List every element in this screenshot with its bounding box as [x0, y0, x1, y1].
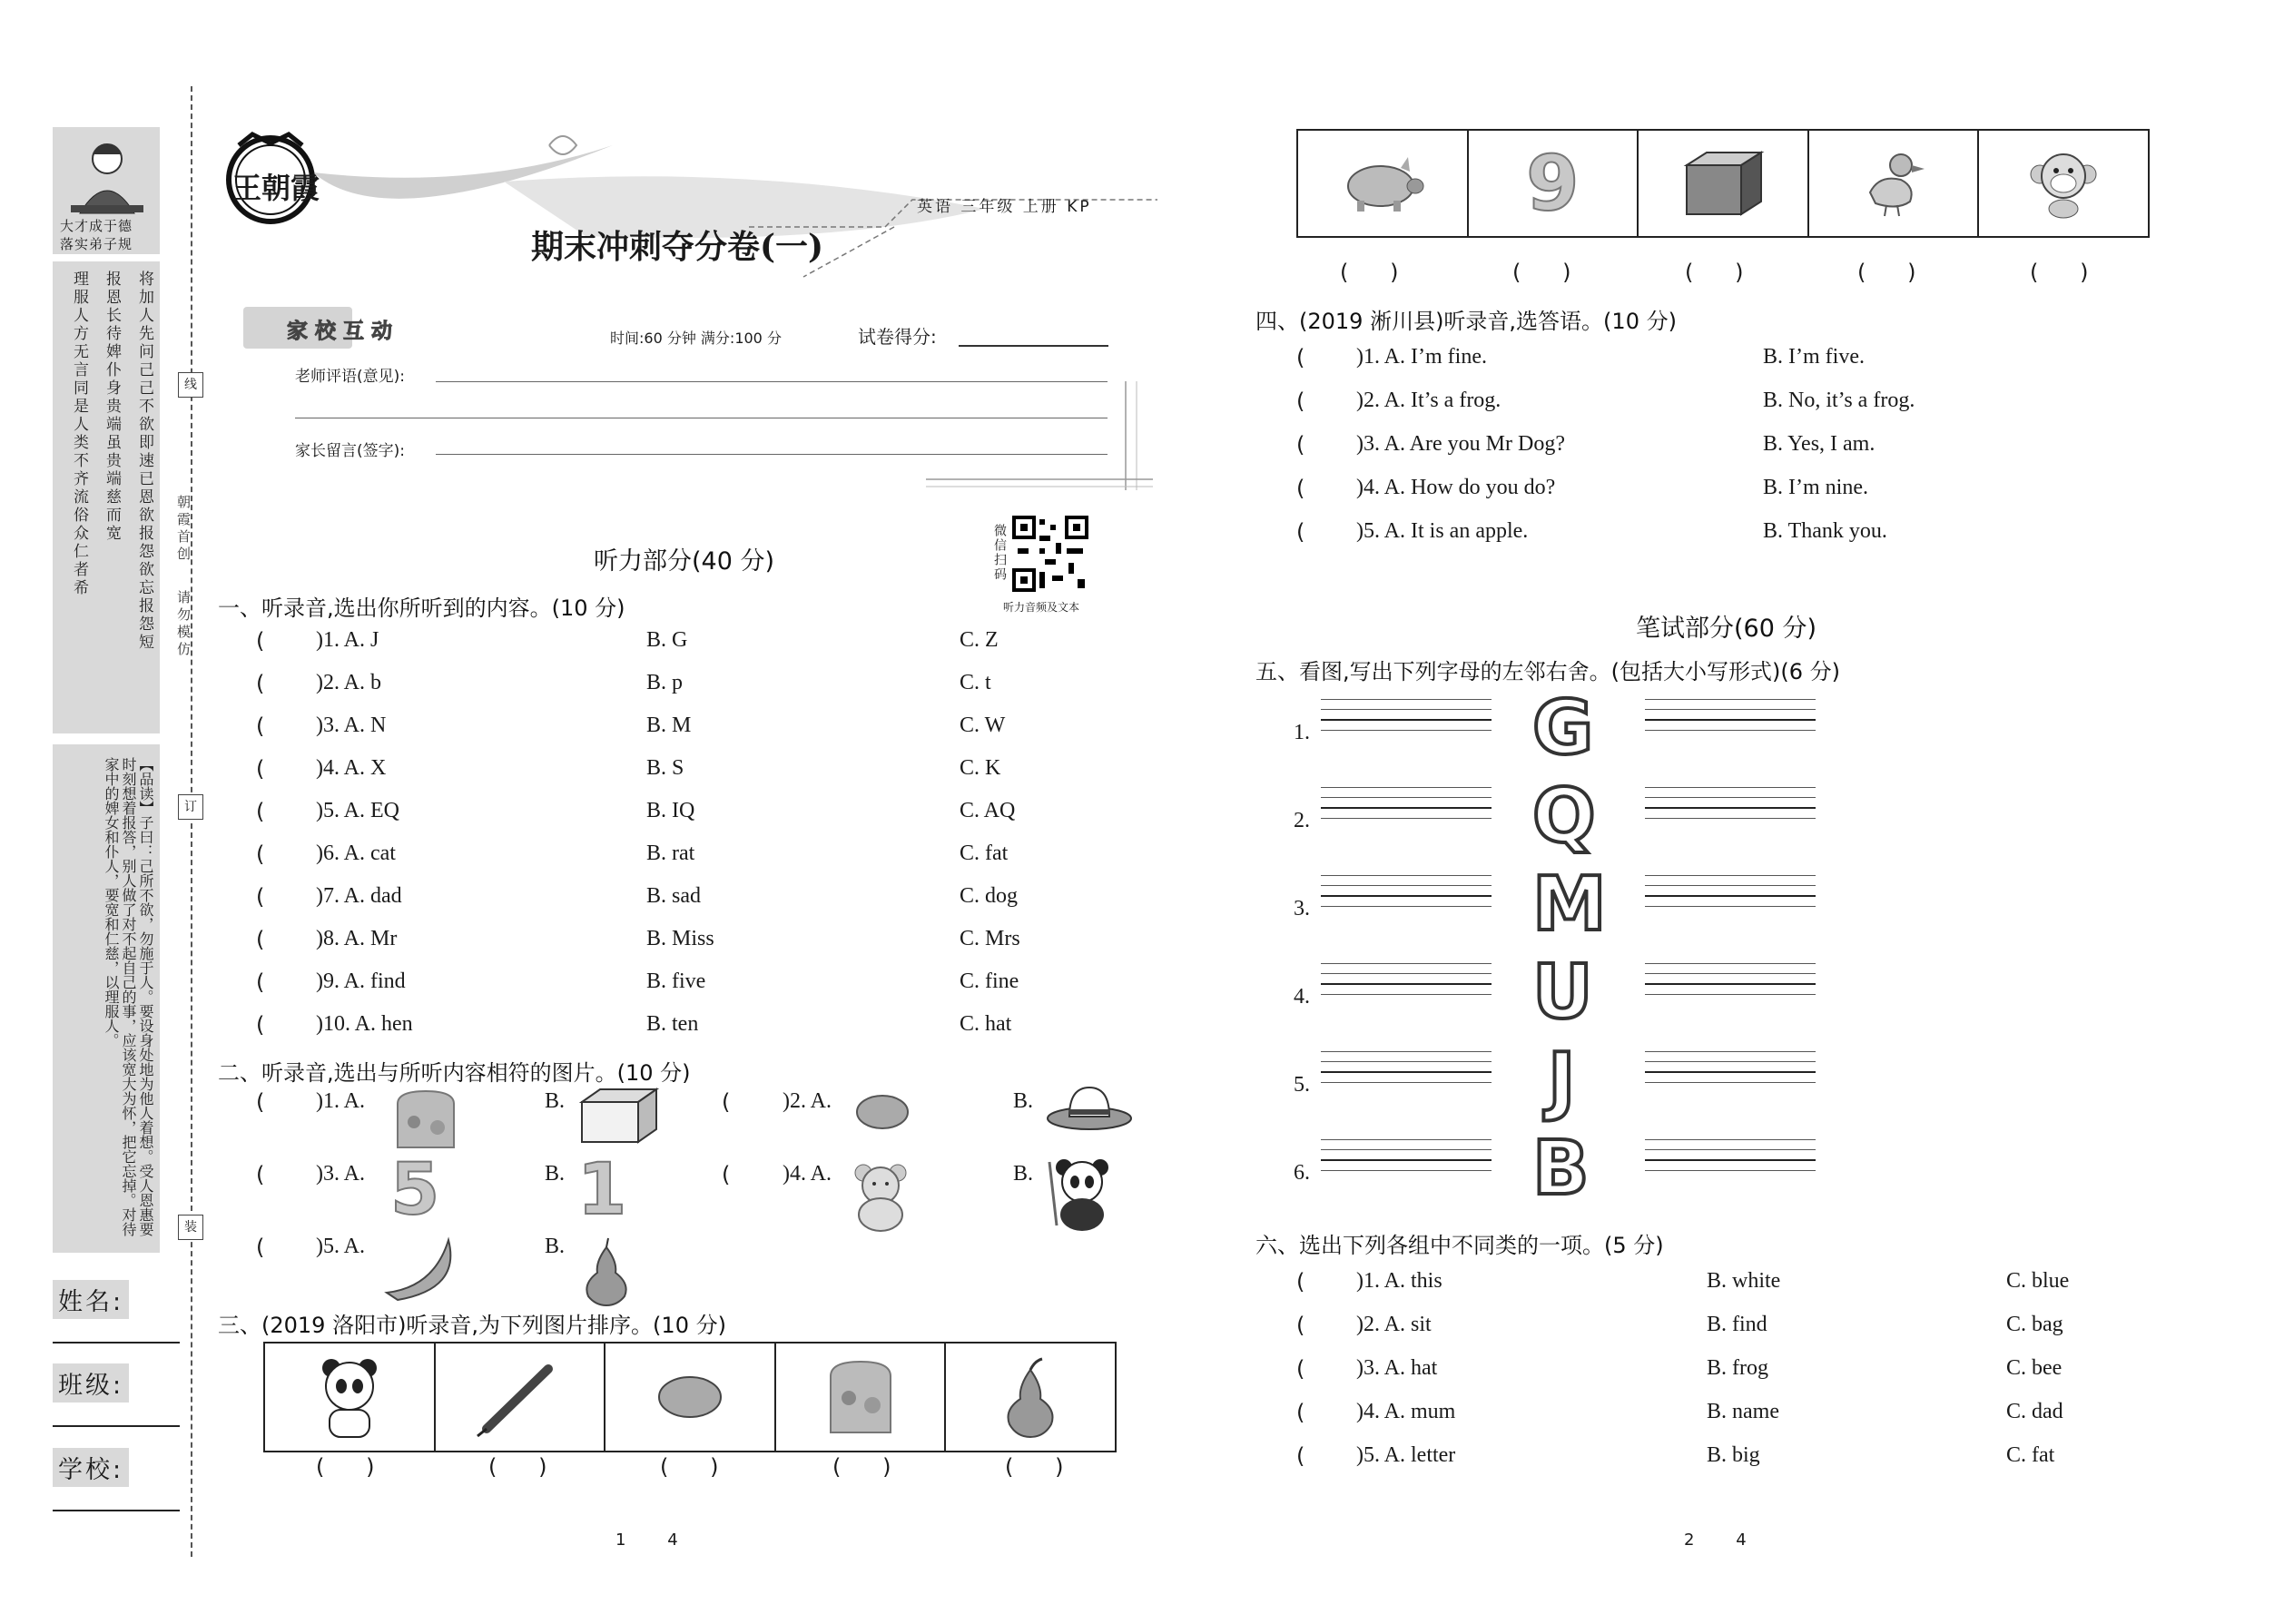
page-number-right: 2 4 — [1684, 1530, 1747, 1550]
option-a: )8. A. Mr — [316, 927, 398, 950]
section-3-title: 三、(2019 洛阳市)听录音,为下列图片排序。(10 分) — [218, 1313, 726, 1338]
option-b: B. S — [646, 756, 684, 780]
option-b: B. five — [646, 969, 706, 993]
answer-paren[interactable]: ( — [256, 799, 265, 824]
option-b: B. white — [1707, 1269, 1781, 1293]
reading-box — [53, 744, 160, 1253]
option-c: C. bee — [2006, 1356, 2063, 1380]
box-icon — [1681, 147, 1765, 220]
logo-text: 王朝霞 — [232, 171, 320, 205]
answer-paren[interactable]: ( — [1296, 345, 1305, 370]
poem-col-2: 报恩长待婢仆身贵端虽贵端慈而宽 — [103, 271, 121, 543]
motto-box — [53, 127, 160, 254]
answer-paren[interactable]: ( — [1296, 519, 1305, 545]
answer-paren[interactable]: ( — [1296, 1443, 1305, 1469]
duck-icon — [1861, 147, 1926, 220]
option-a: )4. A. How do you do? — [1356, 476, 1556, 499]
s2-q2-paren[interactable]: ( — [722, 1089, 731, 1115]
s3-answer-3[interactable]: ( ) — [660, 1454, 719, 1480]
s2-q5-b-label: B. — [545, 1235, 566, 1258]
cut-mark-bind: 订 — [178, 794, 203, 820]
writing-lines-right[interactable] — [1645, 1139, 1816, 1180]
option-b: B. p — [646, 671, 684, 694]
panda-icon — [1044, 1153, 1124, 1235]
s2-q3-paren[interactable]: ( — [256, 1162, 265, 1187]
egg-icon — [853, 1093, 911, 1131]
answer-paren[interactable]: ( — [1296, 476, 1305, 501]
reading-text: 【品读】子曰：己所不欲，勿施于人。要设身处地为他人着想。受人恩惠要时刻想着报答，别人做了对不起自己的事，应该宽大为怀，把它忘掉。对待家中的婢女和仆人，要宽和仁慈，以理服人。 — [103, 757, 154, 1236]
top-answer-2[interactable]: ( ) — [1512, 260, 1571, 285]
top-picture-row — [1296, 129, 2150, 238]
s3-cell-panda — [265, 1343, 436, 1451]
writing-heading: 笔试部分(60 分) — [1636, 615, 1817, 643]
number-nine-icon: 9 — [1526, 139, 1580, 228]
option-c: C. Mrs — [960, 927, 1020, 950]
option-b: B. I’m five. — [1763, 345, 1865, 369]
option-b: B. Miss — [646, 927, 714, 950]
s3-cell-bag — [776, 1343, 947, 1451]
option-a: )7. A. dad — [316, 884, 402, 908]
option-b: B. big — [1707, 1443, 1760, 1467]
answer-paren[interactable]: ( — [256, 628, 265, 654]
teddy-bear-icon — [849, 1160, 912, 1233]
listening-heading: 听力部分(40 分) — [594, 547, 775, 576]
option-c: C. AQ — [960, 799, 1016, 822]
answer-paren[interactable]: ( — [256, 1012, 265, 1038]
answer-paren[interactable]: ( — [1296, 1269, 1305, 1294]
poem-col-3: 理服人方无言同是人类不齐流俗众仁者希 — [70, 271, 88, 597]
option-c: C. fine — [960, 969, 1019, 993]
answer-paren[interactable]: ( — [256, 756, 265, 782]
section-5-title: 五、看图,写出下列字母的左邻右舍。(包括大小写形式)(6 分) — [1255, 659, 1840, 684]
top-cell-monkey — [1979, 131, 2148, 236]
s2-q1-paren[interactable]: ( — [256, 1089, 265, 1115]
writing-lines-left[interactable] — [1321, 699, 1492, 740]
top-cell-duck — [1809, 131, 1980, 236]
panda-icon — [313, 1352, 386, 1442]
option-b: B. ten — [646, 1012, 699, 1036]
option-a: )2. A. sit — [1356, 1313, 1432, 1336]
option-c: C. fat — [960, 842, 1009, 865]
qr-label: 微信扫码 — [992, 524, 1007, 582]
cut-warning-1: 朝霞首创 — [175, 495, 192, 564]
option-b: B. No, it’s a frog. — [1763, 389, 1915, 412]
answer-paren[interactable]: ( — [256, 842, 265, 867]
option-b: B. Yes, I am. — [1763, 432, 1876, 456]
answer-paren[interactable]: ( — [256, 671, 265, 696]
s2-q3-label: )3. A. — [316, 1162, 365, 1186]
letter-u-outline: U — [1532, 950, 1593, 1036]
answer-paren[interactable]: ( — [1296, 1400, 1305, 1425]
s2-q1-b-label: B. — [545, 1089, 566, 1113]
option-c: C. hat — [960, 1012, 1012, 1036]
option-a: )2. A. b — [316, 671, 381, 694]
section-2-title: 二、听录音,选出与所听内容相符的图片。(10 分) — [218, 1060, 691, 1086]
row-number: 6. — [1294, 1161, 1310, 1185]
s2-q4-paren[interactable]: ( — [722, 1162, 731, 1187]
option-b: B. Thank you. — [1763, 519, 1887, 543]
option-c: C. fat — [2006, 1443, 2055, 1467]
poem-col-1: 将加人先问己己不欲即速已恩欲报怨欲忘报怨短 — [135, 271, 153, 652]
option-b: B. sad — [646, 884, 701, 908]
s2-q5-paren[interactable]: ( — [256, 1235, 265, 1260]
pen-icon — [474, 1356, 565, 1438]
option-a: )3. A. hat — [1356, 1356, 1438, 1380]
s3-cell-egg — [605, 1343, 776, 1451]
option-a: )4. A. X — [316, 756, 387, 780]
writing-lines-left[interactable] — [1321, 875, 1492, 916]
writing-lines-right[interactable] — [1645, 1051, 1816, 1092]
letter-q-outline: Q — [1532, 773, 1596, 860]
letter-j-outline: J — [1548, 1038, 1576, 1124]
answer-paren[interactable]: ( — [1296, 389, 1305, 414]
option-c: C. dog — [960, 884, 1019, 908]
banana-icon — [379, 1235, 459, 1302]
hat-icon — [1044, 1080, 1135, 1135]
score-line[interactable] — [959, 345, 1108, 347]
option-a: )10. A. hen — [316, 1012, 413, 1036]
answer-paren[interactable]: ( — [256, 969, 265, 995]
cut-mark-install: 装 — [178, 1215, 203, 1240]
s3-answer-5[interactable]: ( ) — [1005, 1454, 1064, 1480]
s2-q1-label: )1. A. — [316, 1089, 365, 1113]
option-a: )4. A. mum — [1356, 1400, 1456, 1423]
writing-lines-left[interactable] — [1321, 1051, 1492, 1092]
answer-paren[interactable]: ( — [256, 884, 265, 910]
number-one-icon: 1 — [577, 1149, 627, 1231]
family-school-text: 家 校 互 动 — [287, 320, 393, 343]
option-a: )2. A. It’s a frog. — [1356, 389, 1501, 412]
row-number: 1. — [1294, 721, 1310, 744]
top-answer-1[interactable]: ( ) — [1340, 260, 1399, 285]
s2-q4-b-label: B. — [1013, 1162, 1034, 1186]
class-field[interactable] — [53, 1363, 180, 1427]
motto-line-1: 大才成于德 — [60, 218, 133, 234]
option-a: )3. A. N — [316, 714, 387, 737]
scholar-illustration — [53, 127, 160, 218]
section-3-picture-row — [263, 1342, 1117, 1452]
cut-warning-2: 请勿模仿 — [175, 590, 192, 659]
letter-g-outline: G — [1532, 685, 1594, 772]
s3-answer-1[interactable]: ( ) — [316, 1454, 375, 1480]
sidebar — [53, 127, 162, 1280]
class-label: 班级: — [53, 1363, 129, 1403]
option-a: )9. A. find — [316, 969, 406, 993]
name-field[interactable] — [53, 1280, 180, 1343]
option-a: )3. A. Are you Mr Dog? — [1356, 432, 1565, 456]
section-4-title: 四、(2019 淅川县)听录音,选答语。(10 分) — [1255, 309, 1677, 334]
option-a: )6. A. cat — [316, 842, 396, 865]
letter-m-outline: M — [1532, 861, 1607, 948]
writing-lines-left[interactable] — [1321, 1139, 1492, 1180]
option-b: B. frog — [1707, 1356, 1768, 1380]
option-a: )5. A. letter — [1356, 1443, 1456, 1467]
top-answer-3[interactable]: ( ) — [1685, 260, 1744, 285]
option-c: C. blue — [2006, 1269, 2070, 1293]
answer-paren[interactable]: ( — [256, 927, 265, 952]
score-label: 试卷得分: — [858, 326, 937, 348]
row-number: 3. — [1294, 897, 1310, 920]
top-cell-nine — [1469, 131, 1639, 236]
monkey-icon — [2027, 147, 2100, 220]
answer-paren[interactable]: ( — [1296, 1356, 1305, 1382]
egg-icon — [654, 1370, 726, 1424]
cut-mark-line: 线 — [178, 372, 203, 398]
option-a: )5. A. EQ — [316, 799, 399, 822]
qr-code[interactable] — [1012, 516, 1088, 592]
poem-box — [53, 261, 160, 733]
s3-cell-pen — [436, 1343, 606, 1451]
school-field[interactable] — [53, 1448, 180, 1511]
option-c: C. K — [960, 756, 1001, 780]
answer-paren[interactable]: ( — [1296, 432, 1305, 458]
option-c: C. Z — [960, 628, 999, 652]
option-b: B. IQ — [646, 799, 695, 822]
s2-q5-label: )5. A. — [316, 1235, 365, 1258]
writing-lines-right[interactable] — [1645, 963, 1816, 1004]
option-a: )5. A. It is an apple. — [1356, 519, 1529, 543]
s3-answer-2[interactable]: ( ) — [488, 1454, 547, 1480]
row-number: 2. — [1294, 809, 1310, 832]
time-score: 时间:60 分钟 满分:100 分 — [610, 330, 782, 347]
page-title: 期末冲刺夺分卷(一) — [531, 228, 824, 266]
schoolbag-icon — [390, 1088, 461, 1153]
number-five-icon: 5 — [390, 1149, 440, 1231]
page-number-left: 1 4 — [615, 1530, 678, 1550]
top-answer-5[interactable]: ( ) — [2030, 260, 2089, 285]
teacher-comment-label: 老师评语(意见): — [295, 368, 405, 386]
frame-lines — [908, 381, 1162, 499]
cut-line — [191, 86, 192, 1557]
s2-q2-b-label: B. — [1013, 1089, 1034, 1113]
writing-lines-left[interactable] — [1321, 787, 1492, 828]
s2-q4-label: )4. A. — [783, 1162, 832, 1186]
s2-q3-b-label: B. — [545, 1162, 566, 1186]
writing-lines-left[interactable] — [1321, 963, 1492, 1004]
answer-paren[interactable]: ( — [256, 714, 265, 739]
row-number: 4. — [1294, 985, 1310, 1009]
option-a: )1. A. J — [316, 628, 379, 652]
letter-b-outline: B — [1532, 1126, 1590, 1212]
qr-caption: 听力音频及文本 — [1003, 601, 1080, 614]
option-b: B. I’m nine. — [1763, 476, 1868, 499]
top-cell-pig — [1298, 131, 1469, 236]
top-answer-4[interactable]: ( ) — [1857, 260, 1916, 285]
option-b: B. name — [1707, 1400, 1779, 1423]
s3-answer-4[interactable]: ( ) — [832, 1454, 891, 1480]
section-1-title: 一、听录音,选出你所听到的内容。(10 分) — [218, 595, 625, 621]
parent-comment-label: 家长留言(签字): — [295, 442, 405, 460]
option-a: )1. A. this — [1356, 1269, 1442, 1293]
pear-icon — [999, 1353, 1062, 1441]
option-b: B. G — [646, 628, 688, 652]
writing-lines-right[interactable] — [1645, 875, 1816, 916]
option-b: B. rat — [646, 842, 695, 865]
writing-lines-right[interactable] — [1645, 699, 1816, 740]
pig-icon — [1337, 152, 1428, 215]
option-c: C. W — [960, 714, 1006, 737]
option-a: )1. A. I’m fine. — [1356, 345, 1487, 369]
writing-lines-right[interactable] — [1645, 787, 1816, 828]
top-cell-box — [1639, 131, 1809, 236]
option-b: B. find — [1707, 1313, 1767, 1336]
section-6-title: 六、选出下列各组中不同类的一项。(5 分) — [1255, 1233, 1664, 1258]
option-b: B. M — [646, 714, 692, 737]
name-label: 姓名: — [53, 1280, 129, 1319]
row-number: 5. — [1294, 1073, 1310, 1097]
box-icon — [576, 1084, 660, 1147]
subject-line: 英语 三年级 上册 KP — [917, 198, 1092, 216]
motto-line-2: 落实弟子规 — [60, 236, 133, 252]
pear-icon — [577, 1235, 635, 1307]
option-c: C. bag — [2006, 1313, 2063, 1336]
option-c: C. dad — [2006, 1400, 2063, 1423]
answer-paren[interactable]: ( — [1296, 1313, 1305, 1338]
s3-cell-pear — [946, 1343, 1115, 1451]
school-label: 学校: — [53, 1448, 129, 1487]
s2-q2-label: )2. A. — [783, 1089, 832, 1113]
option-c: C. t — [960, 671, 991, 694]
schoolbag-icon — [823, 1356, 898, 1438]
